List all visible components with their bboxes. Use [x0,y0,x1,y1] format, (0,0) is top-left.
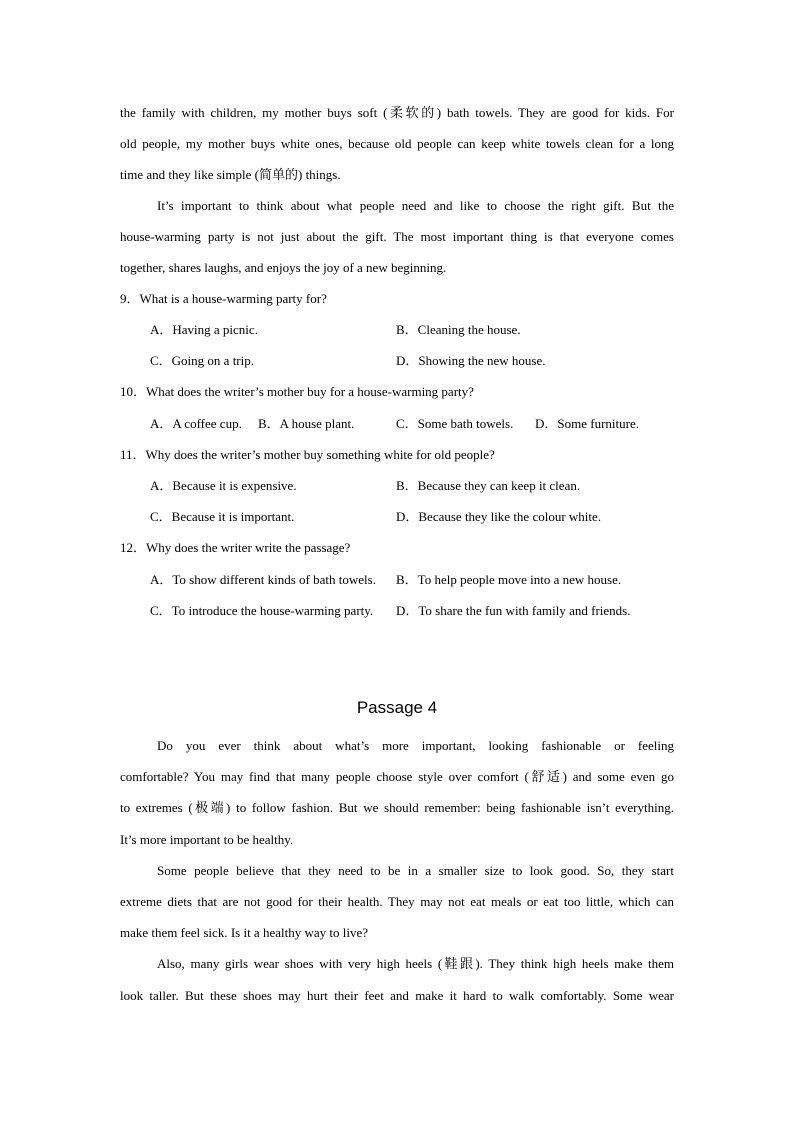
passage4-line-5: Some people believe that they need to be in a smaller size to look good. So, they start [157,863,674,878]
question-11-option-a: A．Because it is expensive. [150,478,297,493]
question-9-option-a: A．Having a picnic. [150,322,258,337]
passage3-line-2: old people, my mother buys white ones, because old people can keep white towels clean for a long [120,136,674,151]
question-9-option-d: D．Showing the new house. [396,353,546,368]
question-12: 12．Why does the writer write the passage? [120,540,351,555]
question-12-option-b: B．To help people move into a new house. [396,572,622,587]
question-12-option-c: C．To introduce the house-warming party. [150,603,374,618]
passage4-line-7: make them feel sick. Is it a healthy way to live? [120,925,368,940]
question-10-option-b: B．A house plant. [258,416,355,431]
question-9: 9．What is a house-warming party for? [120,291,327,306]
passage4-line-9: look taller. But these shoes may hurt their feet and make it hard to walk comfortably. Some wear [120,988,674,1003]
question-11-option-c: C．Because it is important. [150,509,295,524]
question-11-option-b: B．Because they can keep it clean. [396,478,581,493]
question-12-option-a: A．To show different kinds of bath towels. [150,572,376,587]
question-9-option-c: C．Going on a trip. [150,353,254,368]
passage3-line-3: time and they like simple (简单的) things. [120,167,341,182]
passage4-line-4: It’s more important to be healthy. [120,832,294,847]
question-11-option-d: D．Because they like the colour white. [396,509,602,524]
passage4-line-1: Do you ever think about what’s more important, looking fashionable or feeling [157,738,674,753]
passage4-line-2: comfortable? You may find that many people choose style over comfort (舒适) and some even go [120,769,674,784]
question-12-option-d: D．To share the fun with family and friends. [396,603,631,618]
question-10-option-a: A．A coffee cup. [150,416,242,431]
question-9-option-b: B．Cleaning the house. [396,322,521,337]
question-10-option-c: C．Some bath towels. [396,416,514,431]
question-10: 10．What does the writer’s mother buy for a house-warming party? [120,384,474,399]
passage4-line-8: Also, many girls wear shoes with very high heels (鞋跟). They think high heels make them [157,956,674,971]
question-11: 11．Why does the writer’s mother buy something white for old people? [120,447,495,462]
question-10-option-d: D．Some furniture. [535,416,639,431]
passage3-line-6: together, shares laughs, and enjoys the joy of a new beginning. [120,260,447,275]
passage3-line-4: It’s important to think about what people need and like to choose the right gift. But the [157,198,674,213]
passage4-line-3: to extremes (极端) to follow fashion. But we should remember: being fashionable isn’t everything. [120,800,674,815]
passage3-line-1: the family with children, my mother buys soft (柔软的) bath towels. They are good for kids. For [120,105,674,120]
passage4-title: Passage 4 [356,698,438,717]
passage4-line-6: extreme diets that are not good for their health. They may not eat meals or eat too little, which can [120,894,674,909]
passage3-line-5: house-warming party is not just about the gift. The most important thing is that everyone comes [120,229,674,244]
